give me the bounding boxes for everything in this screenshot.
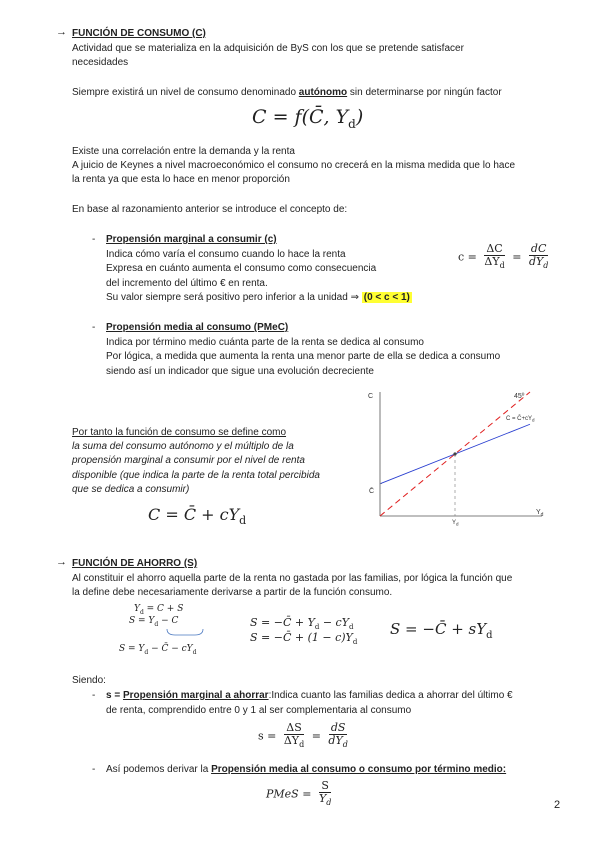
heading-arrow-icon: →	[56, 556, 67, 568]
eq-saving-1: $S = Y_d - C$	[129, 616, 179, 628]
heading-arrow-icon: →	[56, 26, 67, 38]
line-c-label: $C = C̄+cY_d$	[506, 416, 535, 423]
pmc-title: Propensión marginal a consumir (c)	[106, 234, 277, 245]
pma-line-2: de renta, comprendido entre 0 y 1 al ser complementaria al consumo	[106, 705, 412, 716]
consumo-heading: FUNCIÓN DE CONSUMO (C)	[72, 28, 206, 39]
pmec-line-2: Por lógica, a medida que aumenta la renta una menor parte de ella se dedica a consumo	[106, 351, 501, 362]
ahorro-intro-2: la define debe necesariamente derivarse a partir de la función consumo.	[72, 587, 393, 598]
eq-saving-3: S = −C̄ + $Y_d - cY_d$	[250, 616, 354, 632]
consumo-intro-2: necesidades	[72, 57, 129, 68]
siendo-label: Siendo:	[72, 675, 106, 686]
yd-tick-label: $Y_d$	[452, 520, 459, 527]
line-45-label: 45º	[514, 393, 525, 400]
keynes-text: A juicio de Keynes a nivel macroeconómico el consumo no crecerá en la misma medida que lo hace	[72, 160, 516, 171]
consumo-formula: C = f(C̄, $Y_d$)	[252, 106, 364, 131]
pmec-line-3: siendo así un indicador que sigue una evolución decreciente	[106, 366, 374, 377]
autonomo-word: autónomo	[298, 87, 348, 98]
correlacion-text: Existe una correlación entre la demanda y la renta	[72, 146, 295, 157]
base-text: En base al razonamiento anterior se introduce el concepto de:	[72, 204, 348, 215]
intercept-label: C̄	[369, 488, 375, 495]
ahorro-heading: FUNCIÓN DE AHORRO (S)	[72, 558, 198, 569]
pmes-formula: PMeS = $\frac{S}{Y_d}$	[266, 779, 332, 808]
ahorro-intro: Al constituir el ahorro aquella parte de la renta no gastada por las familias, por lógica la función que	[72, 573, 513, 584]
pmec-line-1: Indica por término medio cuánta parte de la renta se dedica al consumo	[106, 337, 424, 348]
def-formula: C = C̄ + $cY_d$	[148, 505, 247, 528]
y-axis-label: C	[368, 393, 374, 400]
pma-title: Propensión marginal a ahorrar	[122, 690, 269, 701]
pmc-line-3: del incremento del último € en renta.	[106, 278, 268, 289]
eq-identity: $Y_d = C + S$	[134, 604, 184, 616]
eq-saving-4: S = −C̄ + $(1 - c)Y_d$	[250, 631, 358, 647]
x-axis-label: $Y_d$	[536, 509, 544, 518]
intersection-point	[453, 452, 456, 455]
page-number: 2	[554, 799, 561, 811]
pmec-title: Propensión media al consumo (PMeC)	[106, 322, 289, 333]
pmc-formula: c = $\frac{\Delta C}{\Delta Y_d}$ = $\frac{dC}{dY_d}$	[458, 242, 549, 271]
deriv-line: Así podemos derivar la Propensión media al consumo o consumo por término medio:	[106, 764, 507, 775]
pma-line: s = Propensión marginal a ahorrar:Indica cuanto las familias dedica a ahorrar del último €	[106, 690, 513, 701]
consumption-chart	[362, 384, 552, 532]
keynes-text-2: la renta ya que esta lo hace en menor proporción	[72, 174, 290, 185]
substitution-bracket	[165, 627, 205, 641]
eq-saving-2: $S = Y_d$ − C̄ − $cY_d$	[119, 644, 197, 656]
bullet-dash: -	[92, 764, 96, 775]
def-line-4: disponible (que indica la parte de la renta total percibida	[72, 470, 320, 481]
bullet-dash: -	[92, 690, 96, 701]
bullet-dash: -	[92, 322, 96, 333]
consumo-intro: Actividad que se materializa en la adquisición de ByS con los que se pretende satisfacer	[72, 43, 464, 54]
autonomo-sentence: Siempre existirá un nivel de consumo denominado autónomo sin determinarse por ningún factor	[72, 87, 502, 98]
pmc-line-1: Indica cómo varía el consumo cuando lo hace la renta	[106, 249, 346, 260]
bullet-dash: -	[92, 234, 96, 245]
pmc-line-2: Expresa en cuánto aumenta el consumo como consecuencia	[106, 263, 377, 274]
deriv-title: Propensión media al consumo o consumo por término medio:	[211, 764, 507, 775]
def-line-5: que se dedica a consumir)	[72, 484, 190, 495]
def-line-2: la suma del consumo autónomo y el múltiplo de la	[72, 441, 294, 452]
pmc-range: (0 < c < 1)	[363, 292, 410, 303]
pmc-line-4: Su valor siempre será positivo pero inferior a la unidad ⇒ (0 < c < 1)	[106, 292, 410, 303]
def-line-3: propensión marginal a consumir por el nivel de renta	[72, 455, 305, 466]
s-formula: s = $\frac{\Delta S}{\Delta Y_d}$ = $\frac{dS}{dY_d}$	[258, 721, 348, 750]
def-line-1: Por tanto la función de consumo se define como	[72, 427, 287, 438]
eq-saving-final: S = −C̄ + $sY_d$	[390, 620, 493, 641]
